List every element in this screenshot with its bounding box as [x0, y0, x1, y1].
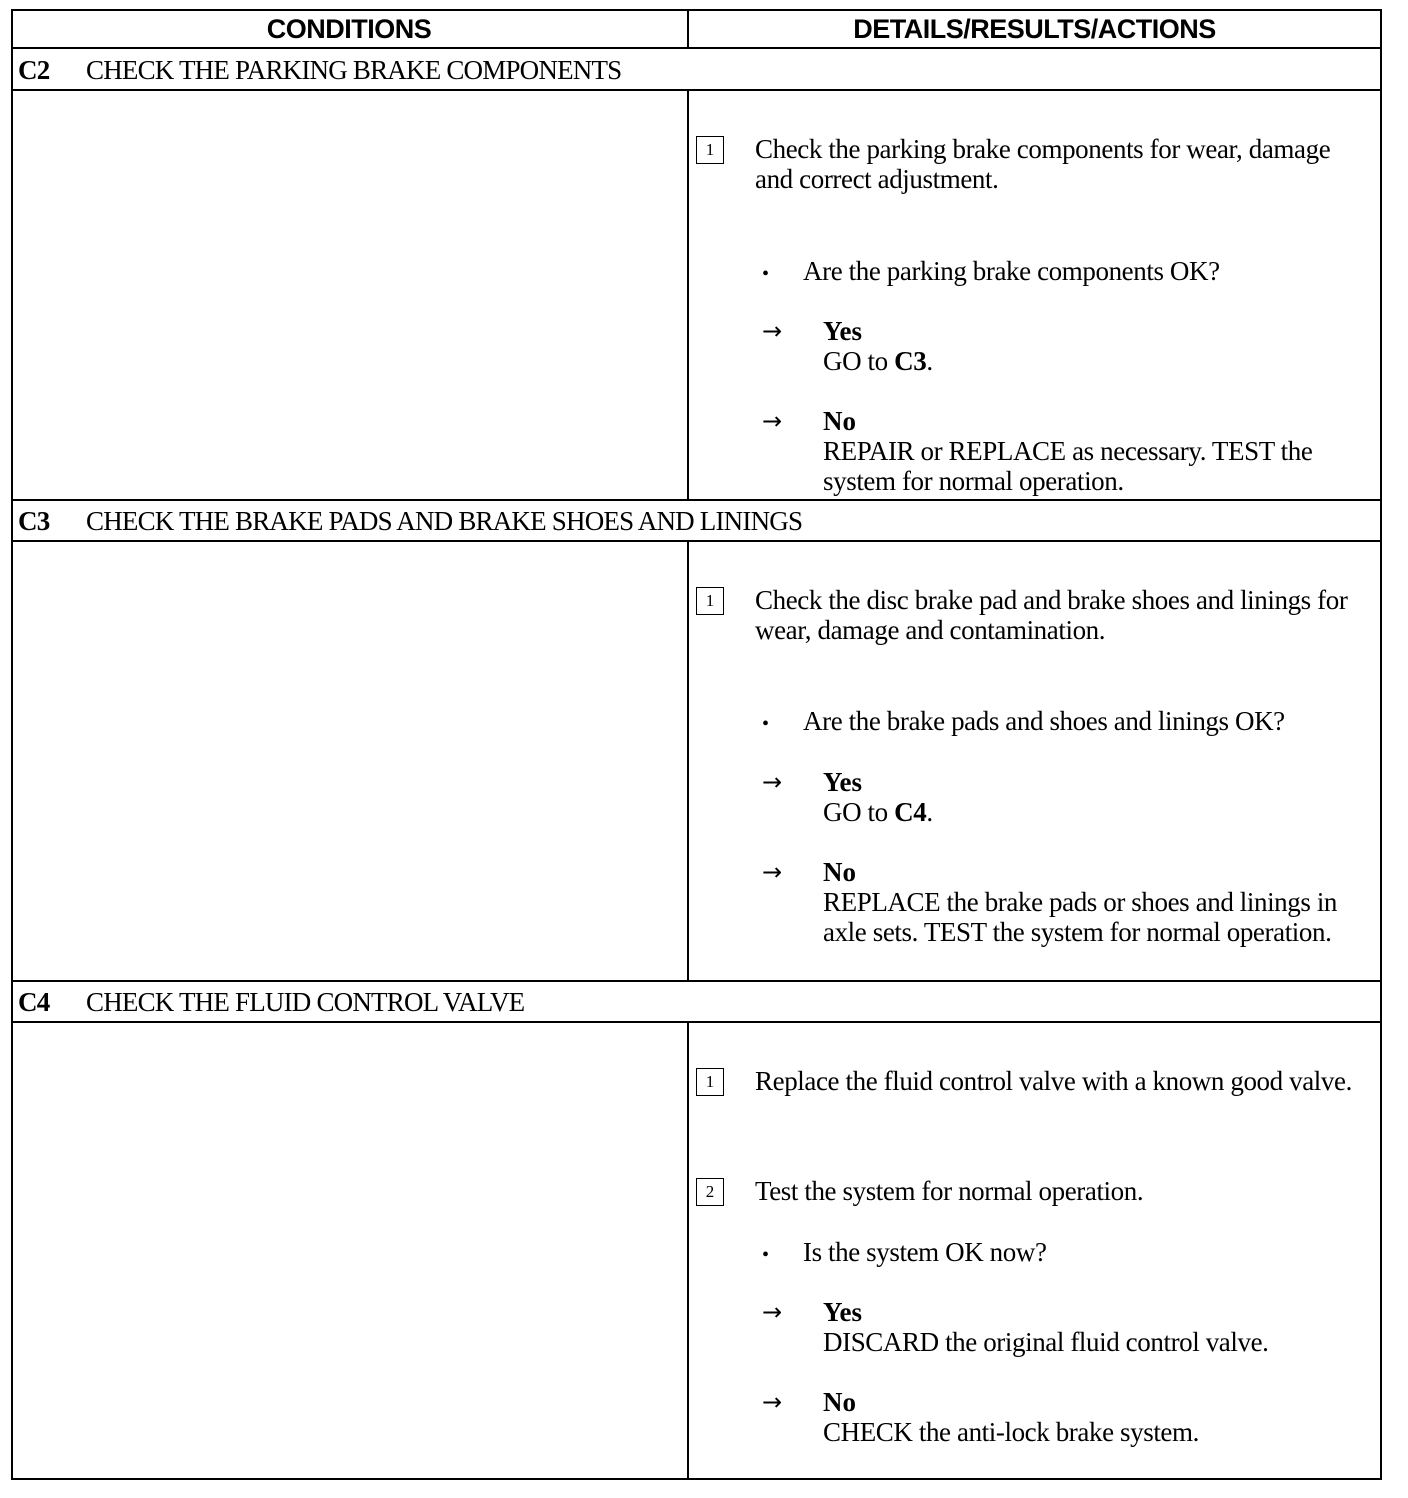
- c2-column-divider: [687, 89, 689, 500]
- answer-label: Yes: [823, 1297, 862, 1327]
- step-item: [696, 583, 1376, 647]
- step-number-box: 1: [696, 587, 724, 615]
- conditions-header: CONDITIONS: [266, 14, 432, 44]
- bullet-icon: •: [762, 1244, 769, 1266]
- answer-no: [762, 406, 1362, 496]
- answer-text: REPLACE the brake pads or shoes and linings in axle sets. TEST the system for normal operation.: [823, 887, 1338, 947]
- question-text: Are the brake pads and shoes and linings OK?: [803, 706, 1285, 736]
- step-number-box: 1: [696, 136, 724, 164]
- section-title-c3: [18, 502, 802, 540]
- arrow-right-icon: →: [762, 768, 783, 796]
- c4-top-divider: [11, 980, 1382, 982]
- step-number-box: 2: [696, 1178, 724, 1206]
- bullet-icon: •: [762, 263, 769, 285]
- answer-text: GO to C4.: [823, 797, 933, 827]
- step-item: [696, 1064, 1376, 1128]
- c2-title-divider: [11, 89, 1382, 91]
- question-text: Are the parking brake components OK?: [803, 256, 1220, 286]
- arrow-right-icon: →: [762, 1298, 783, 1326]
- answer-text: GO to C3.: [823, 346, 933, 376]
- answer-text: REPAIR or REPLACE as necessary. TEST the system for normal operation.: [823, 436, 1313, 496]
- bullet-icon: •: [762, 713, 769, 735]
- answer-label: No: [823, 857, 856, 887]
- answer-yes: [762, 316, 1362, 376]
- question: [762, 256, 1220, 289]
- answer-no: [762, 857, 1362, 977]
- arrow-right-icon: →: [762, 407, 783, 435]
- section-title-text: CHECK THE BRAKE PADS AND BRAKE SHOES AND LININGS: [86, 506, 803, 536]
- question-text: Is the system OK now?: [803, 1237, 1047, 1267]
- details-header: DETAILS/RESULTS/ACTIONS: [853, 14, 1216, 44]
- section-title-text: CHECK THE FLUID CONTROL VALVE: [86, 987, 525, 1017]
- arrow-right-icon: →: [762, 317, 783, 345]
- step-text: Test the system for normal operation.: [755, 1176, 1144, 1206]
- answer-label: No: [823, 1387, 856, 1417]
- section-code: C2: [18, 55, 50, 85]
- section-code: C4: [18, 987, 50, 1017]
- step-number-box: 1: [696, 1068, 724, 1096]
- question: [762, 706, 1285, 739]
- answer-text: DISCARD the original fluid control valve.: [823, 1327, 1269, 1357]
- step-text: Check the disc brake pad and brake shoes and linings for wear, damage and contamination.: [755, 585, 1348, 645]
- answer-yes: [762, 767, 1362, 827]
- section-code: C3: [18, 506, 50, 536]
- c4-title-divider: [11, 1021, 1382, 1023]
- answer-no: [762, 1387, 1362, 1447]
- answer-label: Yes: [823, 316, 862, 346]
- section-title-c2: [18, 51, 621, 89]
- c3-top-divider: [11, 499, 1382, 501]
- c4-column-divider: [687, 1021, 689, 1480]
- step-item: [696, 132, 1376, 196]
- question: [762, 1237, 1047, 1270]
- arrow-right-icon: →: [762, 1388, 783, 1416]
- step-text: Check the parking brake components for wear, damage and correct adjustment.: [755, 134, 1331, 194]
- answer-label: No: [823, 406, 856, 436]
- arrow-right-icon: →: [762, 858, 783, 886]
- answer-yes: [762, 1297, 1362, 1357]
- diagnostic-table: [11, 9, 1382, 1480]
- section-title-text: CHECK THE PARKING BRAKE COMPONENTS: [86, 55, 622, 85]
- answer-label: Yes: [823, 767, 862, 797]
- section-title-c4: [18, 983, 524, 1021]
- answer-text: CHECK the anti-lock brake system.: [823, 1417, 1199, 1447]
- c3-column-divider: [687, 540, 689, 981]
- c3-title-divider: [11, 540, 1382, 542]
- step-item: [696, 1174, 1376, 1208]
- step-text: Replace the fluid control valve with a known good valve.: [755, 1066, 1352, 1096]
